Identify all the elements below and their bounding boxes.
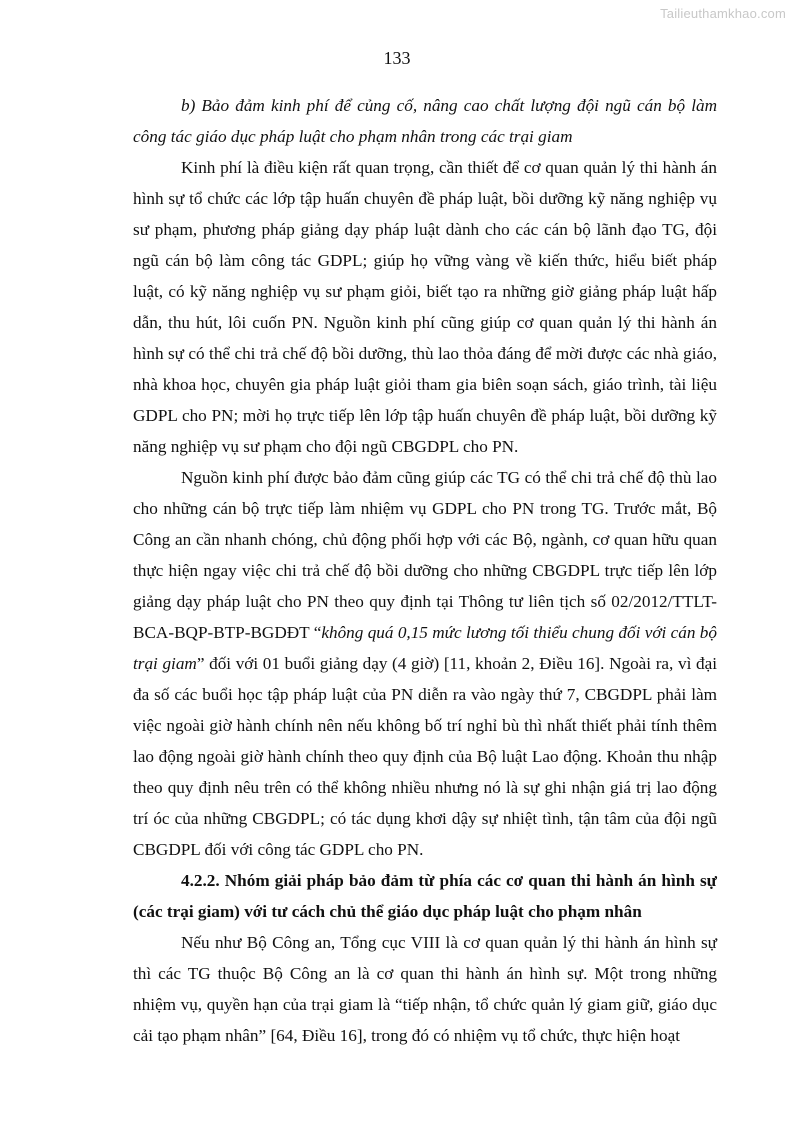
paragraph-2-end: ” đối với 01 buổi giảng dạy (4 giờ) [11, khoản 2, Điều 16]. Ngoài ra, vì đại đa số các buổi học tập pháp luật của PN diễn ra vào ngày thứ 7, CBGDPL phải làm việc ngoài giờ hành chính nên nếu không bố trí nghỉ bù thì nhất thiết phải tính thêm lao động ngoài giờ hành chính theo quy định của Bộ luật Lao động. Khoản thu nhập theo quy định nêu trên có thể không nhiều nhưng nó là sự ghi nhận giá trị lao động trí óc của những CBGDPL; có tác dụng khơi dậy sự nhiệt tình, tận tâm của đội ngũ CBGDPL đối với công tác GDPL cho PN. (133, 654, 717, 859)
paragraph-3: Nếu như Bộ Công an, Tổng cục VIII là cơ quan quản lý thi hành án hình sự thì các TG thuộc Bộ Công an là cơ quan thi hành án hình sự. Một trong những nhiệm vụ, quyền hạn của trại giam là “tiếp nhận, tổ chức quản lý giam giữ, giáo dục cải tạo phạm nhân” [64, Điều 16], trong đó có nhiệm vụ tổ chức, thực hiện hoạt (133, 933, 717, 1045)
paragraph-2-quote: không quá 0,15 mức lương tối thiểu chung đối với cán bộ trại giam (133, 623, 717, 673)
page-number: 133 (383, 48, 411, 68)
page-body (133, 90, 717, 1051)
subsection-heading-b: b) Bảo đảm kinh phí để củng cố, nâng cao chất lượng đội ngũ cán bộ làm công tác giáo dục pháp luật cho phạm nhân trong các trại giam (133, 96, 717, 146)
section-heading-4-2-2: 4.2.2. Nhóm giải pháp bảo đảm từ phía các cơ quan thi hành án hình sự (các trại giam) với tư cách chủ thể giáo dục pháp luật cho phạm nhân (133, 871, 717, 921)
watermark: Tailieuthamkhao.com (660, 6, 786, 21)
paragraph-1: Kinh phí là điều kiện rất quan trọng, cần thiết để cơ quan quản lý thi hành án hình sự tổ chức các lớp tập huấn chuyên đề pháp luật, bồi dưỡng kỹ năng nghiệp vụ sư phạm, phương pháp giảng dạy pháp luật dành cho các cán bộ lãnh đạo TG, đội ngũ cán bộ làm công tác GDPL; giúp họ vững vàng về kiến thức, hiểu biết pháp luật, có kỹ năng nghiệp vụ sư phạm giỏi, biết tạo ra những giờ giảng pháp luật hấp dẫn, thu hút, lôi cuốn PN. Nguồn kinh phí cũng giúp cơ quan quản lý thi hành án hình sự có thể chi trả chế độ bồi dưỡng, thù lao thỏa đáng để mời được các nhà giáo, nhà khoa học, chuyên gia pháp luật giỏi tham gia biên soạn sách, giáo trình, tài liệu GDPL cho PN; mời họ trực tiếp lên lớp tập huấn chuyên đề pháp luật, bồi dưỡng kỹ năng nghiệp vụ sư phạm cho đội ngũ CBGDPL cho PN. (133, 158, 717, 456)
paragraph-2-start: Nguồn kinh phí được bảo đảm cũng giúp các TG có thể chi trả chế độ thù lao cho những cán bộ trực tiếp làm nhiệm vụ GDPL cho PN trong TG. Trước mắt, Bộ Công an cần nhanh chóng, chủ động phối hợp với các Bộ, ngành, cơ quan hữu quan thực hiện ngay việc chi trả chế độ bồi dưỡng cho những CBGDPL trực tiếp lên lớp giảng dạy pháp luật cho PN theo quy định tại Thông tư liên tịch số 02/2012/TTLT-BCA-BQP-BTP-BGDĐT “ (133, 468, 717, 642)
paragraph-2 (133, 462, 717, 865)
